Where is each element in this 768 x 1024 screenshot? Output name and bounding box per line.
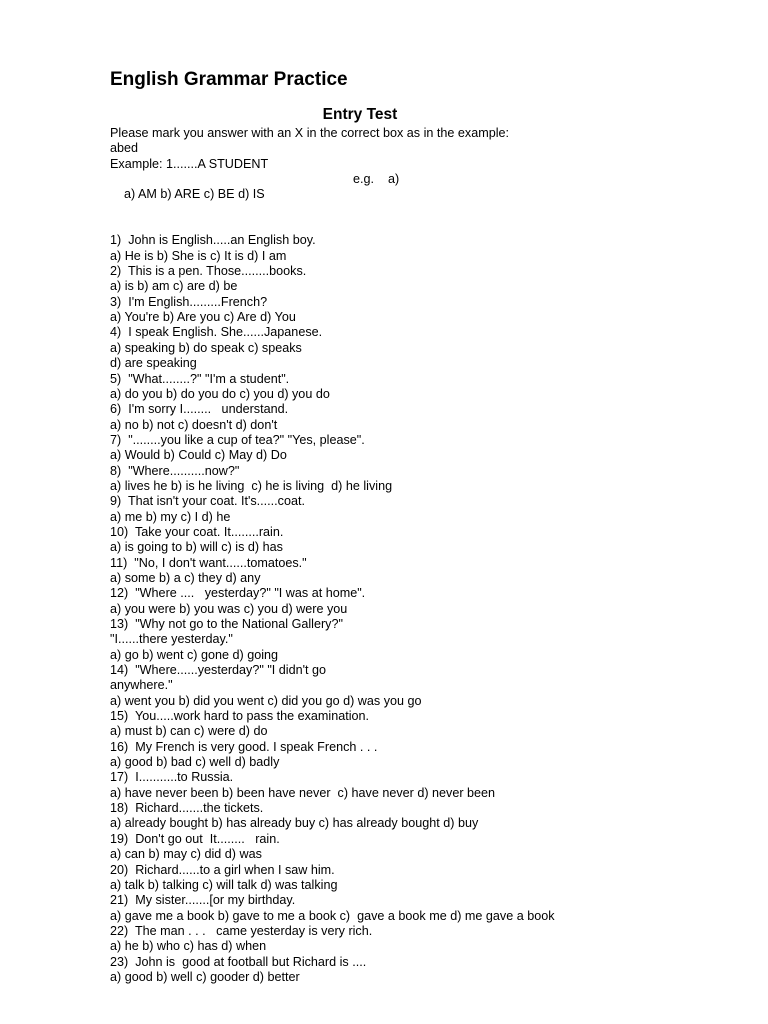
example-options: [110, 172, 730, 233]
question-line: 6) I'm sorry I........ understand.: [110, 402, 289, 417]
answer-options-line: d) are speaking: [110, 356, 197, 371]
answer-options-line: a) speaking b) do speak c) speaks: [110, 340, 302, 355]
question-line: 17) I...........to Russia.: [110, 770, 234, 785]
question-line: 8) "Where..........now?": [110, 463, 240, 478]
question-line: 14) "Where......yesterday?" "I didn't go: [110, 663, 327, 678]
document-title: English Grammar Practice: [110, 69, 348, 90]
question-line: 10) Take your coat. It........rain.: [110, 524, 284, 539]
question-line: 7) "........you like a cup of tea?" "Yes, please".: [110, 432, 365, 447]
question-line: 12) "Where .... yesterday?" "I was at home".: [110, 586, 366, 601]
question-line: 9) That isn't your coat. It's......coat.: [110, 494, 305, 509]
question-line: 1) John is English.....an English boy.: [110, 233, 316, 248]
question-line: 16) My French is very good. I speak French . . .: [110, 739, 378, 754]
example-answer-tag: e.g. a): [353, 172, 400, 187]
question-line: 18) Richard.......the tickets.: [110, 801, 264, 816]
answer-options-line: a) me b) my c) I d) he: [110, 509, 231, 524]
answer-options-line: a) must b) can c) were d) do: [110, 724, 268, 739]
answer-options-line: a) Would b) Could c) May d) Do: [110, 448, 287, 463]
answer-options-line: a) go b) went c) gone d) going: [110, 647, 279, 662]
answer-options-line: a) went you b) did you went c) did you go d) was you go: [110, 693, 422, 708]
question-line: 20) Richard......to a girl when I saw him.: [110, 862, 335, 877]
answer-options-line: a) You're b) Are you c) Are d) You: [110, 310, 296, 325]
question-line: 13) "Why not go to the National Gallery?": [110, 617, 343, 631]
question-line: 11) "No, I don't want......tomatoes.": [110, 555, 307, 570]
question-line: 5) "What........?" "I'm a student".: [110, 371, 290, 386]
answer-options-line: a) no b) not c) doesn't d) don't: [110, 417, 278, 432]
question-list: [110, 233, 730, 985]
answer-options-line: a) good b) well c) gooder d) better: [110, 969, 300, 984]
question-line: 2) This is a pen. Those........books.: [110, 264, 307, 279]
answer-options-line: a) some b) a c) they d) any: [110, 570, 261, 585]
answer-options-line: a) can b) may c) did d) was: [110, 847, 262, 862]
question-line: 22) The man . . . came yesterday is very rich.: [110, 923, 373, 938]
question-line: 4) I speak English. She......Japanese.: [110, 325, 323, 340]
section-title: Entry Test: [322, 106, 398, 123]
question-line: 23) John is good at football but Richard is ....: [110, 954, 367, 969]
answer-options-line: a) do you b) do you do c) you d) you do: [110, 386, 330, 401]
example-question: Example: 1.......A STUDENT: [110, 156, 269, 171]
answer-options-line: a) he b) who c) has d) when: [110, 939, 267, 954]
answer-options-line: a) gave me a book b) gave to me a book c) gave a book me d) me gave a book: [110, 908, 555, 923]
answer-options-line: a) is b) am c) are d) be: [110, 279, 238, 294]
question-line: "I......there yesterday.": [110, 632, 233, 647]
question-line: anywhere.": [110, 678, 173, 693]
answer-options-line: a) is going to b) will c) is d) has: [110, 540, 283, 555]
question-line: 3) I'm English.........French?: [110, 294, 268, 309]
answer-options-line: a) you were b) you was c) you d) were you: [110, 601, 348, 616]
answer-options-line: a) already bought b) has already buy c) has already bought d) buy: [110, 816, 479, 831]
document-page: [110, 68, 730, 985]
answer-options-line: a) have never been b) been have never c) have never d) never been: [110, 785, 496, 800]
answer-options-line: a) good b) bad c) well d) badly: [110, 755, 280, 770]
example-options-text: a) AM b) ARE c) BE d) IS: [124, 187, 265, 202]
instruction-continuation: abed: [110, 141, 139, 156]
answer-options-line: a) talk b) talking c) will talk d) was talking: [110, 877, 338, 892]
question-line: 19) Don't go out It........ rain.: [110, 831, 280, 846]
answer-options-line: a) He is b) She is c) It is d) I am: [110, 248, 287, 263]
question-line: 15) You.....work hard to pass the examination.: [110, 709, 370, 724]
question-line: 21) My sister.......[or my birthday.: [110, 893, 296, 908]
instruction-text: Please mark you answer with an X in the correct box as in the example:: [110, 126, 509, 140]
answer-options-line: a) lives he b) is he living c) he is living d) he living: [110, 478, 393, 493]
